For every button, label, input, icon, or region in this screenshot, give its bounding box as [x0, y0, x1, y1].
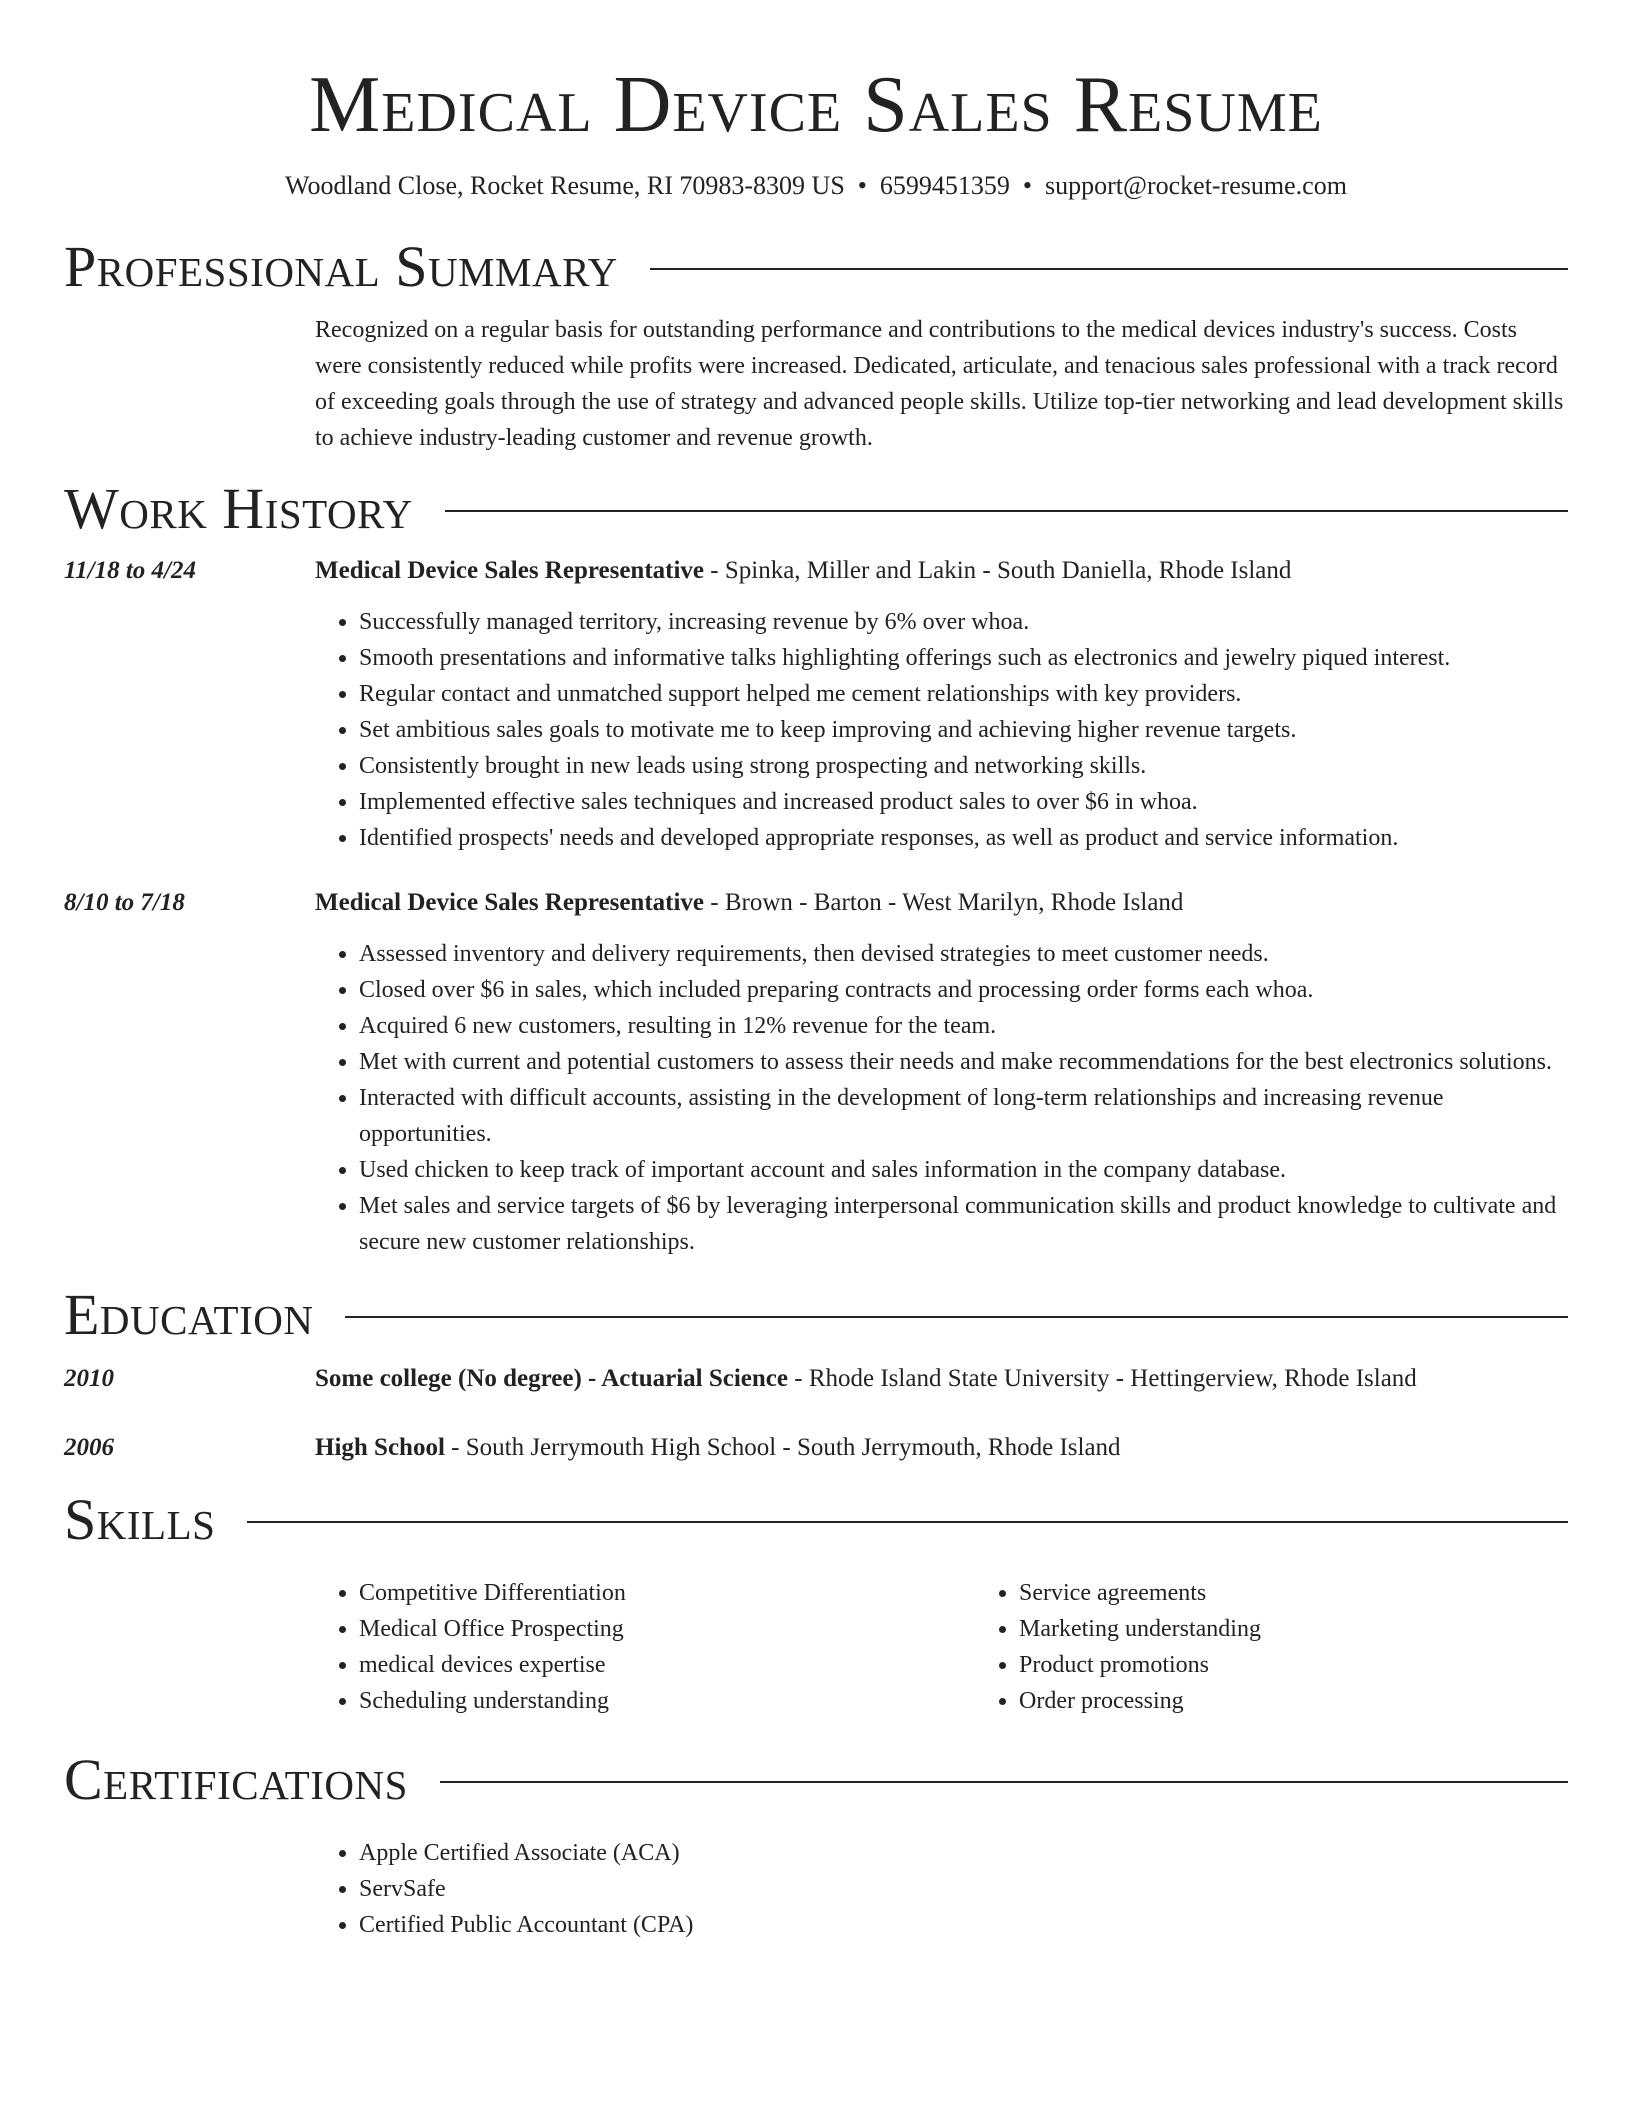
skills-section-header: [64, 1487, 1568, 1553]
certification-item: • Apple Certified Associate (ACA): [359, 1835, 1568, 1871]
skills-row: [64, 1575, 1568, 1719]
list-item: • Consistently brought in new leads using strong prospecting and networking skills.: [359, 748, 1568, 784]
address: Woodland Close, Rocket Resume, RI 70983-8309 US: [285, 171, 845, 200]
section-rule: [445, 510, 1568, 512]
job-heading: [315, 886, 1568, 920]
education-year: 2010: [64, 1365, 114, 1392]
email: support@rocket-resume.com: [1045, 171, 1347, 200]
education-entry: [64, 1431, 1568, 1465]
skill-item: • Marketing understanding: [1019, 1611, 1632, 1647]
job-bullets: [315, 604, 1568, 856]
section-heading: Education: [64, 1282, 314, 1347]
summary-section-header: [64, 234, 1568, 300]
skill-item: • Service agreements: [1019, 1575, 1632, 1611]
education-entry: [64, 1362, 1568, 1396]
certification-item: • ServSafe: [359, 1871, 1568, 1907]
list-item: • Interacted with difficult accounts, assisting in the development of long-term relationships and increasing revenue opportunities.: [359, 1080, 1568, 1152]
list-item: • Implemented effective sales techniques and increased product sales to over $6 in whoa.: [359, 784, 1568, 820]
job-entry: [64, 554, 1568, 856]
list-item: • Regular contact and unmatched support helped me cement relationships with key providers.: [359, 676, 1568, 712]
section-rule: [440, 1781, 1568, 1783]
skill-item: • Order processing: [1019, 1683, 1632, 1719]
job-bullets: [315, 936, 1568, 1260]
contact-line: [64, 170, 1568, 202]
list-item: • Used chicken to keep track of important account and sales information in the company database.: [359, 1152, 1568, 1188]
separator: •: [857, 171, 867, 200]
education-degree: Some college (No degree) - Actuarial Science: [315, 1365, 788, 1392]
list-item: • Met with current and potential customers to assess their needs and make recommendations for the best electronics solutions.: [359, 1044, 1568, 1080]
section-rule: [247, 1521, 1568, 1523]
section-heading: Certifications: [64, 1747, 408, 1812]
job-title: Medical Device Sales Representative: [315, 557, 705, 584]
job-dates: 11/18 to 4/24: [64, 557, 196, 584]
skill-item: • medical devices expertise: [359, 1647, 975, 1683]
skill-item: • Competitive Differentiation: [359, 1575, 975, 1611]
list-item: • Successfully managed territory, increasing revenue by 6% over whoa.: [359, 604, 1568, 640]
education-year: 2006: [64, 1434, 114, 1461]
job-details: - Brown - Barton - West Marilyn, Rhode Island: [704, 889, 1184, 916]
certifications-section-header: [64, 1747, 1568, 1813]
list-item: • Assessed inventory and delivery requirements, then devised strategies to meet customer needs.: [359, 936, 1568, 972]
education-section-header: [64, 1282, 1568, 1348]
skills-list-right: [975, 1575, 1632, 1719]
section-rule: [650, 268, 1568, 270]
job-details: - Spinka, Miller and Lakin - South Daniella, Rhode Island: [704, 557, 1292, 584]
section-heading: Professional Summary: [64, 234, 618, 299]
list-item: • Acquired 6 new customers, resulting in 12% revenue for the team.: [359, 1008, 1568, 1044]
job-heading: [315, 554, 1568, 588]
resume-title: Medical Device Sales Resume: [309, 61, 1323, 149]
skills-list-left: [315, 1575, 975, 1719]
section-heading: Skills: [64, 1487, 216, 1552]
skill-item: • Scheduling understanding: [359, 1683, 975, 1719]
separator: •: [1022, 171, 1033, 200]
education-details: - Rhode Island State University - Hettingerview, Rhode Island: [788, 1365, 1417, 1392]
job-entry: [64, 886, 1568, 1260]
certifications-row: [64, 1835, 1568, 1943]
certifications-list: [315, 1835, 1568, 1943]
skill-item: • Medical Office Prospecting: [359, 1611, 975, 1647]
skill-item: • Product promotions: [1019, 1647, 1632, 1683]
phone: 6599451359: [879, 171, 1010, 200]
job-title: Medical Device Sales Representative: [315, 889, 705, 916]
job-dates: 8/10 to 7/18: [64, 889, 185, 916]
education-degree: High School: [315, 1434, 445, 1461]
list-item: • Smooth presentations and informative talks highlighting offerings such as electronics and jewelry piqued interest.: [359, 640, 1568, 676]
summary-text: Recognized on a regular basis for outstanding performance and contributions to the medical devices industry's success. Costs were consistently reduced while profits were increased. Dedicated, articulate, and tenacious sales professional with a track record of exceeding goals through the use of strategy and advanced people skills. Utilize top-tier networking and lead development skills to achieve industry-leading customer and revenue growth.: [315, 317, 1564, 451]
work-section-header: [64, 476, 1568, 542]
section-rule: [345, 1316, 1568, 1318]
education-details: - South Jerrymouth High School - South Jerrymouth, Rhode Island: [444, 1434, 1121, 1461]
certification-item: • Certified Public Accountant (CPA): [359, 1907, 1568, 1943]
summary-row: [64, 312, 1568, 456]
section-heading: Work History: [64, 476, 413, 541]
list-item: • Closed over $6 in sales, which included preparing contracts and processing order forms each whoa.: [359, 972, 1568, 1008]
list-item: • Identified prospects' needs and developed appropriate responses, as well as product and service information.: [359, 820, 1568, 856]
list-item: • Set ambitious sales goals to motivate me to keep improving and achieving higher revenue targets.: [359, 712, 1568, 748]
list-item: • Met sales and service targets of $6 by leveraging interpersonal communication skills and product knowledge to cultivate and secure new customer relationships.: [359, 1188, 1568, 1260]
